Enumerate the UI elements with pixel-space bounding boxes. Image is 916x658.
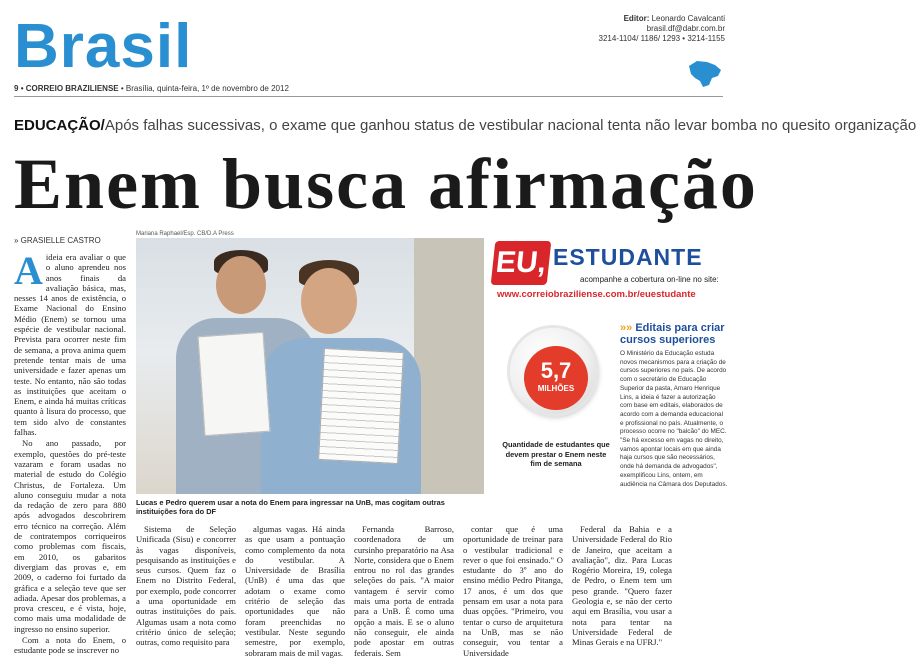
editor-name: Leonardo Cavalcanti <box>651 14 725 23</box>
eu-estudante-name: ESTUDANTE <box>553 244 703 270</box>
photo-caption: Lucas e Pedro querem usar a nota do Enem para ingressar na UnB, mas cogitam outras instituições fora do DF <box>136 498 445 516</box>
eu-estudante-logo: EU, <box>491 241 552 285</box>
lead-paragraph: Com a nota do Enem, o estudante pode se inscrever no <box>14 634 126 656</box>
editor-box <box>599 14 725 44</box>
body-column <box>354 524 454 658</box>
dateline: • Brasília, quinta-feira, 1º de novembro de 2012 <box>120 84 289 93</box>
stat-badge-inner <box>524 346 588 410</box>
double-chevron-icon: »» <box>620 322 633 334</box>
body-column <box>463 524 563 658</box>
section-title: Brasil <box>14 12 193 81</box>
body-column <box>572 524 672 648</box>
masthead <box>0 0 737 98</box>
stat-caption: Quantidade de estudantes que devem prestar o Enem neste fim de semana <box>502 440 610 468</box>
editor-phones: 3214-1104/ 1186/ 1293 • 3214-1155 <box>598 34 725 43</box>
folio-line: 9 • CORREIO BRAZILIENSE • Brasília, quinta-feira, 1º de novembro de 2012 <box>14 84 723 97</box>
byline: » GRASIELLE CASTRO <box>14 236 101 245</box>
stat-unit: MILHÕES <box>537 384 575 393</box>
body-column <box>136 524 236 648</box>
lead-paragraph: ideia era avaliar o que o aluno aprendeu nos anos finais da avaliação básica, mas, nesses 14 anos de existência, o Exame Nacional do Ensino Médio (Enem) se tornou uma espécie de vestibular nacional. Prevista para ocorrer neste fim de semana, a prova anima quem pretende tentar mais de uma universidade e fazer apenas um teste. No entanto, não são todas as instituições que aceitam o Enem, e ainda há muitas críticas quanto à lisura do processo, que tem sido alvo de constantes falhas. <box>14 252 126 438</box>
body-column <box>245 524 345 658</box>
photo-credit: Mariana Raphael/Esp. CB/D.A Press <box>136 231 234 237</box>
body-paragraph: Federal da Bahia e a Universidade Federal do Rio de Janeiro, que aceitam a avaliação", diz. Para Lucas Rogério Moreira, 19, colega de Pedro, o Enem tem um peso grande. "Quero fazer Geologia e, se não der certo aqui em Brasília, vou usar a nota para tentar na Universidade Federal de Minas Gerais e na UFRJ." <box>572 524 672 648</box>
lead-column <box>14 248 126 656</box>
kicker-tag: EDUCAÇÃO/ <box>14 117 105 134</box>
headline: Enem busca afirmação <box>14 144 758 224</box>
editor-label: Editor: <box>623 14 650 23</box>
lead-paragraph: No ano passado, por exemplo, questões do pré-teste vazaram e foram usadas no material de estudo do Colégio Christus, de Fortaleza. Um aluno conseguiu mudar a nota da redação de zero para 880 após advogados descobrirem erro técnico na correção. Além de contratempos corriqueiros como problemas com fiscais, em 2010, os gabaritos divergiam das provas e, em 2009, o caderno foi furtado da gráfica e a seleção teve que ser adiada. Apesar dos problemas, a prova cresceu, e é vista, hoje, como mais uma modalidade de ingresso no ensino superior. <box>14 438 126 634</box>
sidebar-text: O Ministério da Educação estuda novos mecanismos para a criação de cursos superiores no país. De acordo com o secretário de Educação Superior da pasta, Amaro Henrique Lins, a ideia é fazer a autorização com base em editais, elaborados de acordo com a demanda educacional e profissional no país. Atualmente, o processo ocorre no "balcão" do MEC. "Se há excesso em vagas no direito, vamos apontar locais em que ainda haja cursos que são necessários, onde há demanda de advogados", exemplificou Lins, ontem, em audiência na Câmara dos Deputados. <box>620 350 728 488</box>
editor-email: brasil.df@dabr.com.br <box>646 24 725 33</box>
stat-number: 5,7 <box>540 358 572 383</box>
kicker <box>14 117 916 134</box>
page-number: 9 <box>14 84 19 93</box>
body-paragraph: algumas vagas. Há ainda as que usam a pontuação como complemento da nota do vestibular. A Universidade de Brasília (UnB) é uma das que adotam o exame como critério de seleção das oportunidades que não foram preenchidas no vestibular. Neste segundo semestre, por exemplo, sobraram mais de mil vagas. <box>245 524 345 658</box>
body-paragraph: Sistema de Seleção Unificada (Sisu) e concorrer às vagas disponíveis, pesquisando as instituições e seus cursos. Quem faz o Enem no Distrito Federal, por exemplo, pode concorrer a uma oportunidade em outras instituições do país. Algumas usam a nota como critério único de seleção; outras, como requisito para <box>136 524 236 648</box>
body-paragraph: Fernanda Barroso, coordenadora de um cursinho preparatório na Asa Norte, considera que o Enem entrou no rol das grandes seleções do país. "A maior vantagem é servir como mais uma porta de entrada para a UnB. É como uma opção a mais. E se o aluno não conseguir, ele ainda pode apostar em outras federais. Sem <box>354 524 454 658</box>
kicker-text: Após falhas sucessivas, o exame que ganhou status de vestibular nacional tenta não levar bomba no quesito organização <box>104 117 916 134</box>
sidebar-title <box>620 322 728 346</box>
newspaper-name: CORREIO BRAZILIENSE <box>25 84 119 93</box>
sidebar-title-text: Editais para criar cursos superiores <box>620 322 725 346</box>
students-photo <box>136 238 484 494</box>
eu-estudante-subtitle: acompanhe a cobertura on-line no site: <box>580 275 719 284</box>
eu-estudante-link[interactable]: www.correiobraziliense.com.br/euestudante <box>497 289 696 300</box>
body-paragraph: contar que é uma oportunidade de treinar para o vestibular tradicional e rever o que foi ensinado." O estudante do 3º ano do ensino médio Pedro Pitanga, 17 anos, é um dos que pensam em usar a nota para duas opções. "Primeiro, vou tentar o curso de arquitetura na UnB, mas se não conseguir, vou tentar a Universidade <box>463 524 563 658</box>
dropcap: A <box>14 248 43 293</box>
